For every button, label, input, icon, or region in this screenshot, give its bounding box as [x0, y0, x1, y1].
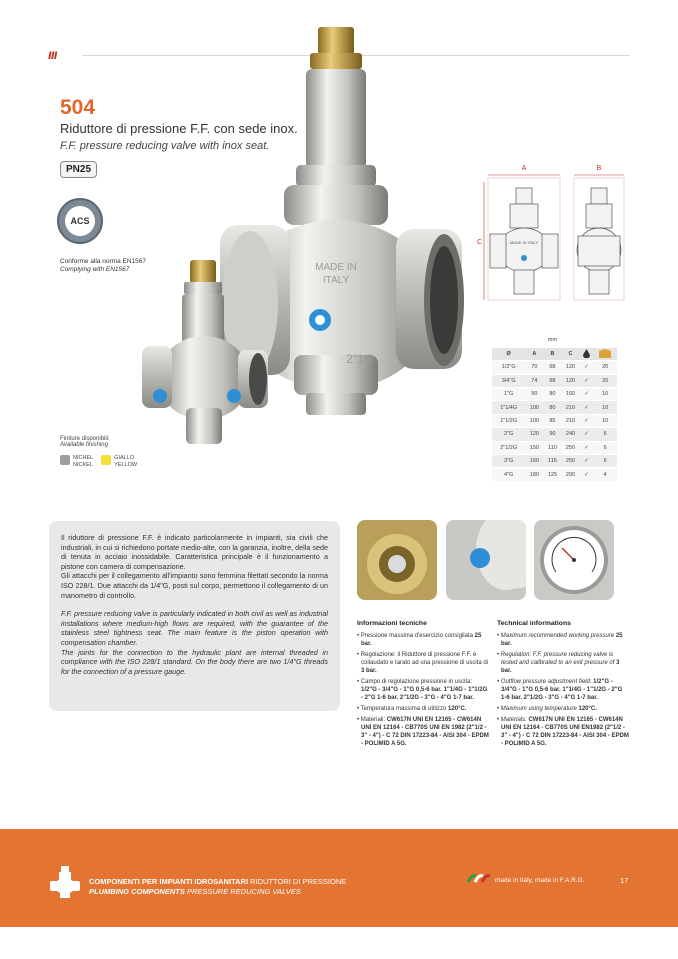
footer-category-en	[89, 887, 301, 896]
cell-a: 120	[525, 428, 543, 441]
technical-drawing	[474, 160, 634, 310]
check-icon: ✓	[584, 431, 589, 438]
cell-c: 250	[561, 441, 579, 454]
cell-check	[580, 455, 594, 468]
table-row	[492, 455, 617, 468]
info-it-item: • Materiali: CW617N UNI EN 12165 - CW614N UNI EN 12164 - CB770S UNI EN 1982 (2"1/2 - 3" - 4") - C 72 DIN 17223-84 - AISI 304 - EPDM - POLIMID A 5G.	[357, 717, 489, 747]
cell-a: 100	[525, 414, 543, 427]
product-code: 504	[60, 96, 96, 119]
finish-nickel-en: NICKEL	[73, 462, 93, 468]
pressure-rating-badge: PN25	[60, 161, 97, 178]
finish-yellow-en: YELLOW	[114, 462, 138, 468]
check-icon: ✓	[584, 364, 589, 371]
info-en-item: • Materials: CW617N UNI EN 12165 - CW614N UNI EN 12164 - CB770S UNI EN1982 (2"1/2 - 3" - 4") - C 72 DIN 17223-84 - AISI 304 - EPDM - POLIMID A 5G.	[497, 717, 629, 747]
cell-check	[580, 374, 594, 387]
check-icon: ✓	[584, 458, 589, 465]
cell-size: 4"G	[492, 468, 525, 481]
finish-yellow	[101, 455, 137, 469]
cell-c: 120	[561, 361, 579, 374]
box-icon	[593, 347, 617, 360]
info-it-item: • Campo di regolazione pressione in uscita: 1/2"G - 3/4"G - 1"G 0,5-6 bar. 1"1/4G - 1"1/2G - 2"G 1-6 bar. 2"1/2G - 3"G - 4"G 1-7 bar.	[357, 679, 488, 701]
italian-flag-icon	[466, 872, 492, 884]
dim-label-b: B	[596, 165, 602, 172]
finish-swatches	[60, 455, 137, 469]
finish-nickel	[60, 455, 93, 469]
valve-marking-size: 2"1/2	[346, 352, 374, 366]
cell-qty: 10	[593, 388, 617, 401]
footer-category-it-main: COMPONENTI PER IMPIANTI IDROSANITARI	[89, 877, 249, 886]
cell-qty: 20	[593, 361, 617, 374]
description-it-p2: Gli attacchi per il collegamento all'impianto sono femmina filettati secondo la norma ISO 228/1. Due attacchi da 1/4"G, posti sul corpo, permettono il collegamento di un manometro di controllo.	[61, 571, 328, 600]
cell-qty: 10	[593, 401, 617, 414]
footer-category-it-sub: RIDUTTORI DI PRESSIONE	[250, 877, 347, 886]
table-row	[492, 388, 617, 401]
info-en-item: • Outflow pressure adjustment field: 1/2"G - 3/4"G - 1"G 0,5-6 bar. 1"1/4G - 1"1/2G - 2"G 1-6 bar. 2"1/2G - 3"G - 4"G 1-7 bar.	[497, 679, 623, 701]
check-icon: ✓	[584, 404, 589, 411]
cell-b: 125	[543, 468, 561, 481]
col-header-diameter: Ø	[492, 347, 525, 360]
thumbnail-valve-port	[446, 520, 526, 600]
cell-check	[580, 401, 594, 414]
cell-size: 1"1/2G	[492, 414, 525, 427]
cell-c: 250	[561, 455, 579, 468]
cell-qty: 10	[593, 414, 617, 427]
finishes-title-it: Finiture disponibili:	[60, 436, 110, 442]
valve-marking-made: MADE IN	[315, 262, 357, 273]
cell-a: 100	[525, 401, 543, 414]
cell-size: 2"1/2G	[492, 441, 525, 454]
info-en-item: • Maximum recommended working pressure 25 bar.	[497, 633, 623, 647]
cell-a: 74	[525, 374, 543, 387]
cell-c: 160	[561, 388, 579, 401]
cell-size: 1"G	[492, 388, 525, 401]
cell-c: 240	[561, 428, 579, 441]
cell-check	[580, 428, 594, 441]
footer-category-it	[89, 877, 346, 886]
cell-size: 3"G	[492, 455, 525, 468]
cell-qty: 6	[593, 455, 617, 468]
dim-label-c: C	[477, 239, 483, 246]
cell-b: 68	[543, 361, 561, 374]
check-icon: ✓	[584, 418, 589, 425]
cell-size: 3/4"G	[492, 374, 525, 387]
table-row	[492, 401, 617, 414]
cell-b: 115	[543, 455, 561, 468]
description-box	[49, 521, 340, 711]
brand-marks: ııı	[48, 46, 57, 62]
footer-category-en-sub: PRESSURE REDUCING VALVES	[186, 887, 301, 896]
technical-info-en	[497, 620, 629, 751]
valve-marking-italy: ITALY	[322, 275, 350, 286]
cell-qty: 20	[593, 374, 617, 387]
drawing-body-text: MADE IN ITALY	[509, 240, 539, 245]
description-it-p1: Il riduttore di pressione F.F. è indicato particolarmente in impianti, sia civili che industriali, in cui si richiedono portate medio-alte, con la garanzia, inoltre, della sede di tenuta in acciaio inossidabile. Caratteristica principale è il funzionamento a pistone con camera di compensazione.	[61, 533, 328, 571]
dimensions-table	[492, 334, 617, 482]
cell-b: 85	[543, 414, 561, 427]
info-en-item: • Regulation: F.F. pressure reducing valve is tested and calibrated to an exit pressure of 3 bar.	[497, 652, 620, 674]
table-row	[492, 414, 617, 427]
check-icon: ✓	[584, 377, 589, 384]
swatch-yellow	[101, 455, 111, 465]
valve-silhouette-icon	[50, 866, 80, 898]
col-header-a: A	[525, 347, 543, 360]
cell-c: 290	[561, 468, 579, 481]
cell-size: 2"G	[492, 428, 525, 441]
cell-c: 210	[561, 414, 579, 427]
conformity-note-en: Complying with EN1567	[60, 266, 130, 273]
conformity-note-it: Conforme alla norma EN1567	[60, 258, 146, 265]
page-number: 17	[620, 876, 629, 885]
table-row	[492, 374, 617, 387]
cell-b: 110	[543, 441, 561, 454]
check-icon: ✓	[584, 391, 589, 398]
col-header-c: C	[561, 347, 579, 360]
check-icon: ✓	[584, 444, 589, 451]
cell-a: 160	[525, 455, 543, 468]
technical-info-it	[357, 620, 489, 751]
cell-b: 80	[543, 401, 561, 414]
cell-b: 68	[543, 374, 561, 387]
cell-b: 90	[543, 428, 561, 441]
cell-a: 180	[525, 468, 543, 481]
cell-qty: 4	[593, 468, 617, 481]
table-row	[492, 428, 617, 441]
finish-nickel-it: NICHEL	[73, 455, 94, 461]
cell-qty: 6	[593, 441, 617, 454]
cell-b: 80	[543, 388, 561, 401]
cell-check	[580, 414, 594, 427]
cell-size: 1/2"G	[492, 361, 525, 374]
water-drop-icon	[580, 347, 594, 360]
dim-label-a: A	[521, 165, 527, 172]
table-row	[492, 441, 617, 454]
small-valve-image	[142, 258, 270, 454]
cell-qty: 6	[593, 428, 617, 441]
swatch-nickel	[60, 455, 70, 465]
finish-yellow-it: GIALLO	[114, 455, 135, 461]
cell-check	[580, 361, 594, 374]
table-unit-row	[492, 334, 617, 347]
check-icon: ✓	[584, 471, 589, 478]
table-row	[492, 468, 617, 481]
cell-a: 90	[525, 388, 543, 401]
thumbnail-valve-seat	[357, 520, 437, 600]
finishes-title-en: Available finishing	[60, 442, 108, 448]
col-header-b: B	[543, 347, 561, 360]
cell-check	[580, 468, 594, 481]
info-it-item: • Regolazione: il Riduttore di pressione F.F. è collaudato e tarato ad una pressione di uscita di 3 bar.	[357, 652, 489, 674]
technical-info-it-title: Informazioni tecniche	[357, 620, 427, 627]
info-en-item: • Maximum using temperature 120°C.	[497, 706, 597, 712]
technical-info-en-title: Technical informations	[497, 620, 571, 627]
cell-c: 120	[561, 374, 579, 387]
description-en-p2: The joints for the connection to the hydraulic plant are internal threaded in compliance with the ISO 228/1 standard. On the body there are two 1/4"G threads for the connection of a pressure gauge.	[61, 647, 328, 676]
cell-check	[580, 388, 594, 401]
acs-certification-seal	[57, 198, 103, 244]
cell-check	[580, 441, 594, 454]
description-en-p1: F.F. pressure reducing valve is particularly indicated in both civil as well as industrial installations where medium-high flows are required, with the guarantee of the stainless steel tightness seat. The main feature is the piston operation with compensation chamber.	[61, 609, 328, 647]
table-header-row	[492, 347, 617, 360]
product-title-en: F.F. pressure reducing valve with inox seat.	[60, 140, 270, 152]
footer-category-en-main: PLUMBING COMPONENTS	[89, 887, 185, 896]
made-in-italy-note: made in Italy, made in F.A.R.G.	[495, 877, 585, 884]
product-title-it: Riduttore di pressione F.F. con sede inox.	[60, 121, 298, 136]
table-row	[492, 361, 617, 374]
info-it-item: • Pressione massima d'esercizio consigliata 25 bar.	[357, 633, 482, 647]
thumbnail-pressure-gauge	[534, 520, 614, 600]
info-it-item: • Temperatura massima di utilizzo 120°C.	[357, 706, 467, 712]
acs-label: ACS	[65, 206, 95, 236]
cell-a: 150	[525, 441, 543, 454]
cell-size: 1"1/4G	[492, 401, 525, 414]
cell-c: 210	[561, 401, 579, 414]
table-unit: mm	[525, 334, 579, 347]
cell-a: 70	[525, 361, 543, 374]
